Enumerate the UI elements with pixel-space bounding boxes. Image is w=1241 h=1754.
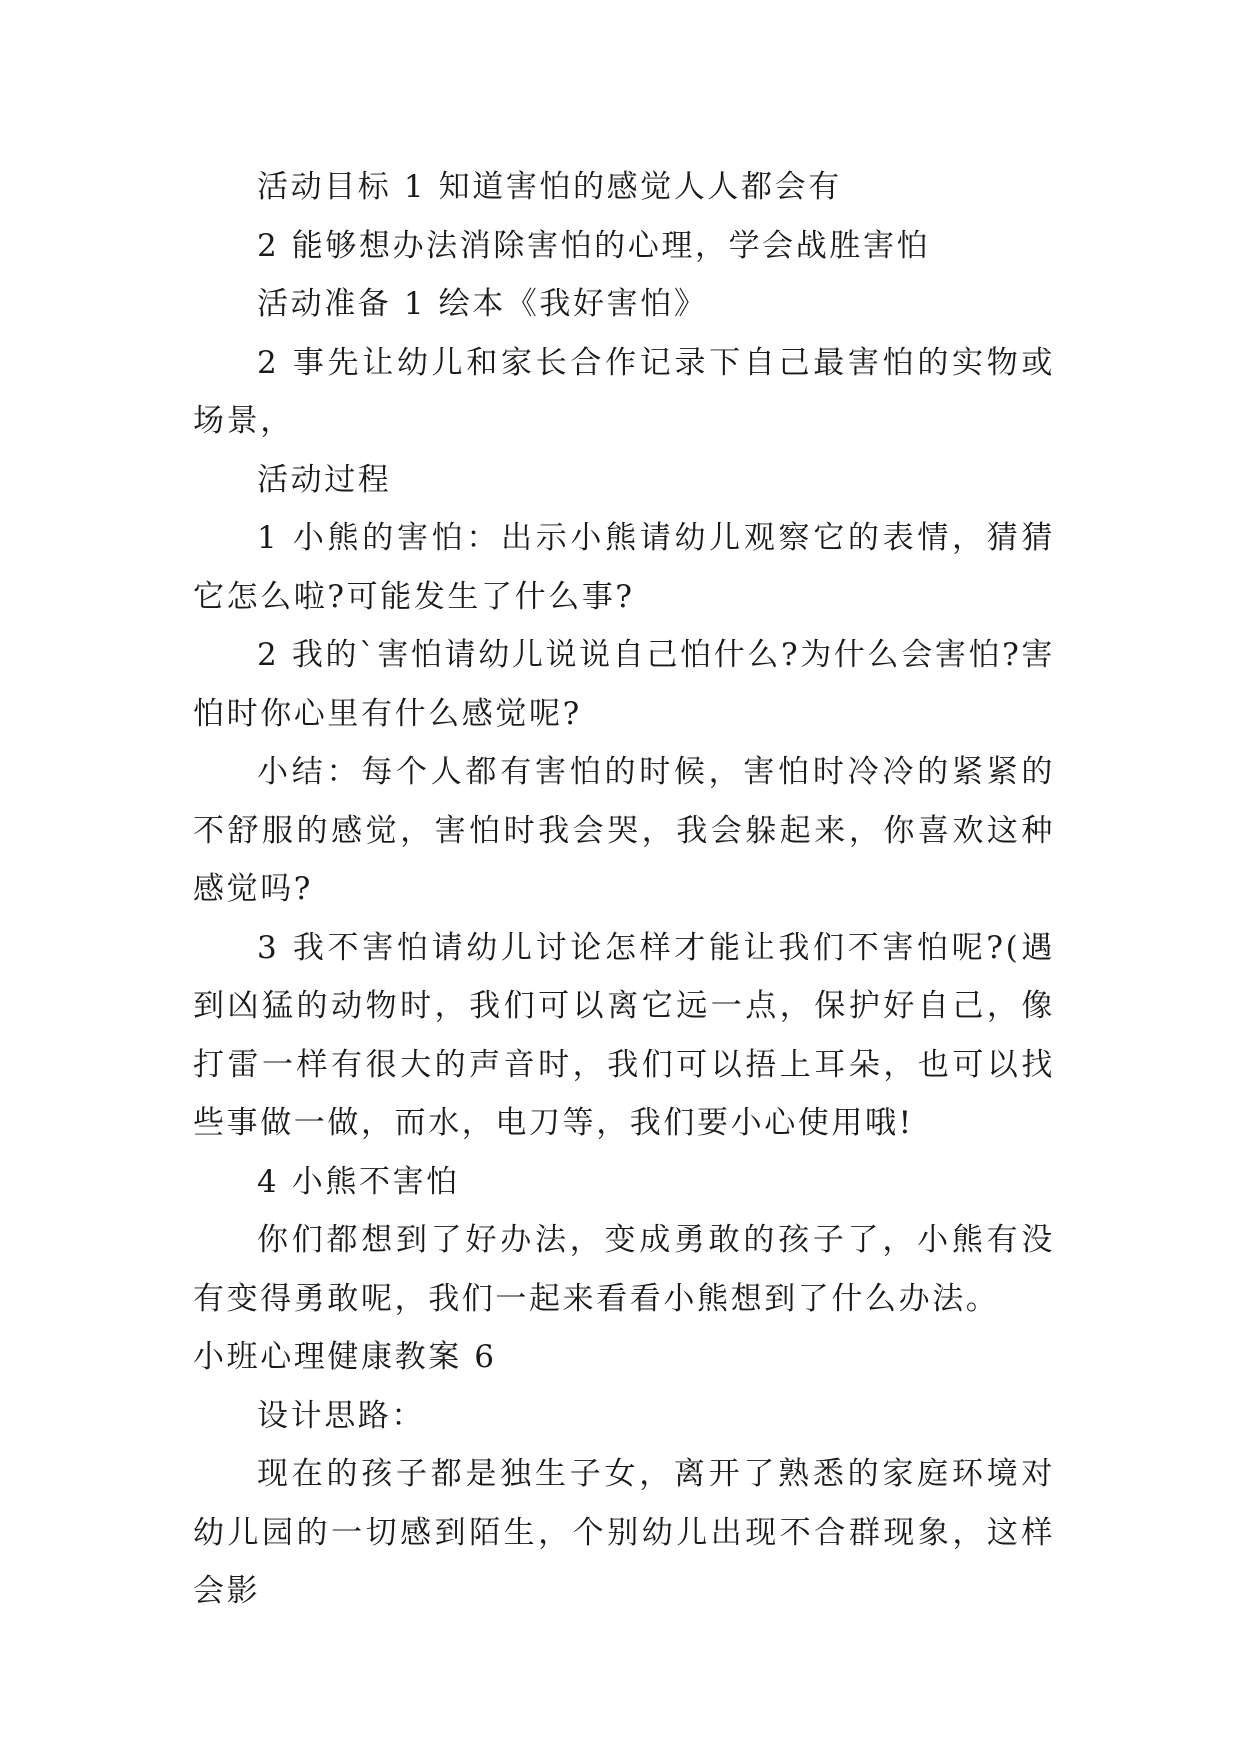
paragraph-activity-goal-2: 2 能够想办法消除害怕的心理，学会战胜害怕 [257, 227, 931, 264]
paragraph-design-idea-label: 设计思路： [257, 1397, 425, 1434]
paragraph-activity-process: 活动过程 [257, 461, 392, 498]
paragraph-step-4: 4 小熊不害怕 [257, 1163, 460, 1200]
document-body [193, 158, 1055, 1621]
paragraph-step-2: 2 我的`害怕请幼儿说说自己怕什么?为什么会害怕?害怕时你心里有什么感觉呢? [193, 637, 1055, 732]
paragraph-step-4-detail: 你们都想到了好办法，变成勇敢的孩子了，小熊有没有变得勇敢呢，我们一起来看看小熊想到了什么办法。 [193, 1222, 1055, 1317]
paragraph-activity-prep-1: 活动准备 1 绘本《我好害怕》 [257, 286, 708, 322]
paragraph-design-idea-body: 现在的孩子都是独生子女，离开了熟悉的家庭环境对幼儿园的一切感到陌生，个别幼儿出现不合群现象，这样会影 [193, 1456, 1055, 1609]
paragraph-step-1: 1 小熊的害怕：出示小熊请幼儿观察它的表情，猜猜它怎么啦?可能发生了什么事? [193, 520, 1055, 615]
paragraph-activity-goal-1: 活动目标 1 知道害怕的感觉人人都会有 [257, 169, 842, 205]
paragraph-summary: 小结：每个人都有害怕的时候，害怕时冷冷的紧紧的不舒服的感觉，害怕时我会哭，我会躲起来，你喜欢这种感觉吗? [193, 754, 1055, 907]
section-title: 小班心理健康教案 6 [193, 1339, 497, 1375]
paragraph-step-3: 3 我不害怕请幼儿讨论怎样才能让我们不害怕呢?(遇到凶猛的动物时，我们可以离它远一点，保护好自己，像打雷一样有很大的声音时，我们可以捂上耳朵，也可以找些事做一做，而水，电刀等，我们要小心使用哦! [193, 929, 1055, 1141]
paragraph-activity-prep-2: 2 事先让幼儿和家长合作记录下自己最害怕的实物或场景， [193, 344, 1055, 439]
